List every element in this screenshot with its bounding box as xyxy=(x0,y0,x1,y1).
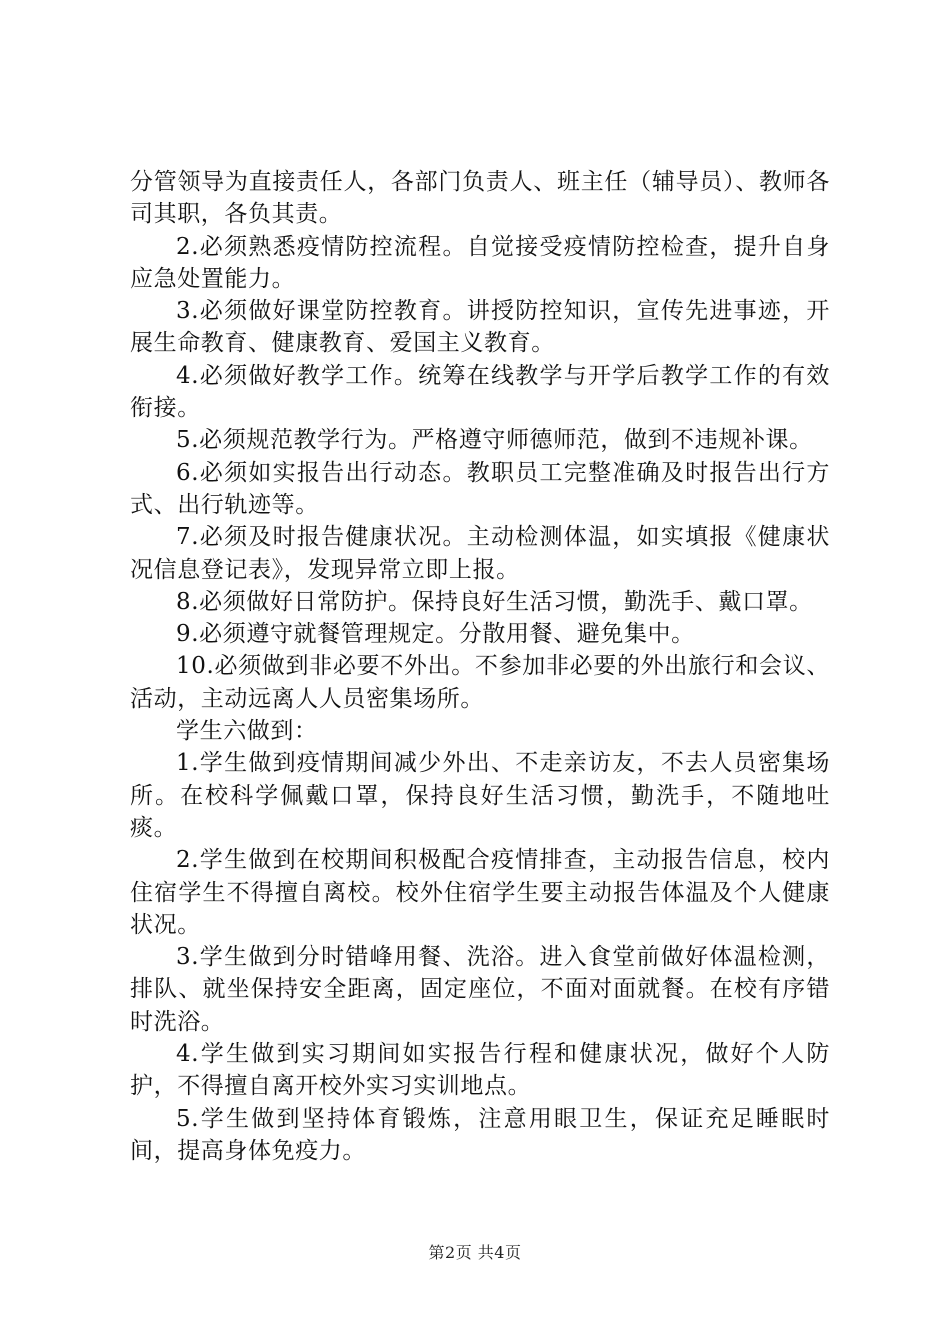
paragraph: 5.必须规范教学行为。严格遵守师德师范，做到不违规补课。 xyxy=(176,427,813,454)
paragraph: 3.学生做到分时错峰用餐、洗浴。进入食堂前做好体温检测，排队、就坐保持安全距离，固定座位，不面对面就餐。在校有序错时洗浴。 xyxy=(130,944,830,1035)
paragraph: 1.学生做到疫情期间减少外出、不走亲访友，不去人员密集场所。在校科学佩戴口罩，保持良好生活习惯，勤洗手，不随地吐痰。 xyxy=(130,750,830,841)
paragraph: 8.必须做好日常防护。保持良好生活习惯，勤洗手、戴口罩。 xyxy=(176,588,813,615)
document-body xyxy=(130,166,830,1167)
paragraph: 6.必须如实报告出行动态。教职员工完整准确及时报告出行方式、出行轨迹等。 xyxy=(130,459,830,518)
page-footer: 第2页 共4页 xyxy=(428,1243,522,1262)
paragraph: 5.学生做到坚持体育锻炼，注意用眼卫生，保证充足睡眠时间，提高身体免疫力。 xyxy=(130,1105,830,1164)
paragraph: 10.必须做到非必要不外出。不参加非必要的外出旅行和会议、活动，主动远离人人员密集场所。 xyxy=(130,653,830,712)
paragraph: 分管领导为直接责任人，各部门负责人、班主任（辅导员）、教师各司其职，各负其责。 xyxy=(130,169,830,228)
paragraph: 4.学生做到实习期间如实报告行程和健康状况，做好个人防护，不得擅自离开校外实习实训地点。 xyxy=(130,1041,830,1100)
section-heading: 学生六做到： xyxy=(176,718,318,745)
paragraph: 4.必须做好教学工作。统筹在线教学与开学后教学工作的有效衔接。 xyxy=(130,362,830,422)
paragraph: 3.必须做好课堂防控教育。讲授防控知识，宣传先进事迹，开展生命教育、健康教育、爱国主义教育。 xyxy=(130,298,830,357)
paragraph: 2.必须熟悉疫情防控流程。自觉接受疫情防控检查，提升自身应急处置能力。 xyxy=(130,233,830,292)
paragraph: 7.必须及时报告健康状况。主动检测体温，如实填报《健康状况信息登记表》，发现异常立即上报。 xyxy=(130,524,830,583)
paragraph: 9.必须遵守就餐管理规定。分散用餐、避免集中。 xyxy=(176,621,695,648)
paragraph: 2.学生做到在校期间积极配合疫情排查，主动报告信息，校内住宿学生不得擅自离校。校外住宿学生要主动报告体温及个人健康状况。 xyxy=(130,847,830,938)
